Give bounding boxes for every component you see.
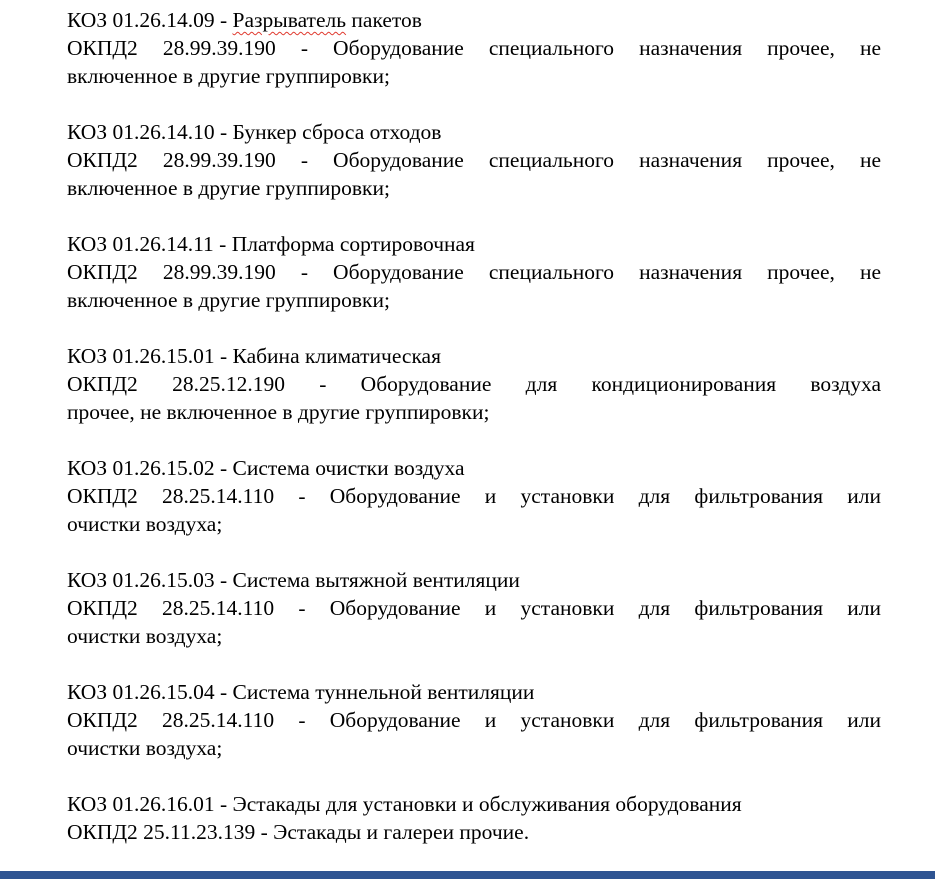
entry-block <box>67 342 881 426</box>
okpd-line: ОКПД2 28.25.14.110 - Оборудование и установки для фильтрования или <box>67 596 881 620</box>
okpd-line: ОКПД2 28.99.39.190 - Оборудование специального назначения прочее, не <box>67 36 881 60</box>
okpd-line: ОКПД2 28.25.14.110 - Оборудование и установки для фильтрования или <box>67 484 881 508</box>
page-bottom-divider-bar <box>0 871 935 879</box>
entry-block <box>67 454 881 538</box>
okpd-line-last: включенное в другие группировки; <box>67 176 390 200</box>
okpd-line-last: очистки воздуха; <box>67 512 223 536</box>
okpd-line: ОКПД2 28.99.39.190 - Оборудование специального назначения прочее, не <box>67 148 881 172</box>
koz-line: КОЗ 01.26.15.02 - Система очистки воздуха <box>67 456 465 480</box>
entry-block <box>67 230 881 314</box>
koz-line: КОЗ 01.26.15.01 - Кабина климатическая <box>67 344 441 368</box>
document-body <box>67 6 881 846</box>
koz-line: КОЗ 01.26.16.01 - Эстакады для установки и обслуживания оборудования <box>67 792 742 816</box>
koz-code-text: КОЗ 01.26.14.09 - <box>67 8 233 32</box>
koz-line: КОЗ 01.26.14.10 - Бункер сброса отходов <box>67 120 442 144</box>
koz-line <box>67 6 881 34</box>
entry-block <box>67 6 881 90</box>
okpd-line-last: очистки воздуха; <box>67 736 223 760</box>
koz-line: КОЗ 01.26.14.11 - Платформа сортировочная <box>67 232 475 256</box>
okpd-line: ОКПД2 28.99.39.190 - Оборудование специального назначения прочее, не <box>67 260 881 284</box>
entry-block <box>67 790 881 846</box>
okpd-line-last: включенное в другие группировки; <box>67 288 390 312</box>
okpd-line: ОКПД2 28.25.12.190 - Оборудование для кондиционирования воздуха <box>67 372 881 396</box>
koz-line: КОЗ 01.26.15.04 - Система туннельной вентиляции <box>67 680 535 704</box>
okpd-line-last: очистки воздуха; <box>67 624 223 648</box>
koz-tail-text: пакетов <box>346 8 422 32</box>
okpd-line-last: прочее, не включенное в другие группировки; <box>67 400 490 424</box>
okpd-line-last: включенное в другие группировки; <box>67 64 390 88</box>
entry-block <box>67 118 881 202</box>
okpd-line: ОКПД2 28.25.14.110 - Оборудование и установки для фильтрования или <box>67 708 881 732</box>
entry-block <box>67 566 881 650</box>
okpd-line-last: ОКПД2 25.11.23.139 - Эстакады и галереи прочие. <box>67 820 530 844</box>
koz-line: КОЗ 01.26.15.03 - Система вытяжной вентиляции <box>67 568 520 592</box>
entry-block <box>67 678 881 762</box>
spellcheck-flagged-word: Разрыватель <box>232 8 347 32</box>
